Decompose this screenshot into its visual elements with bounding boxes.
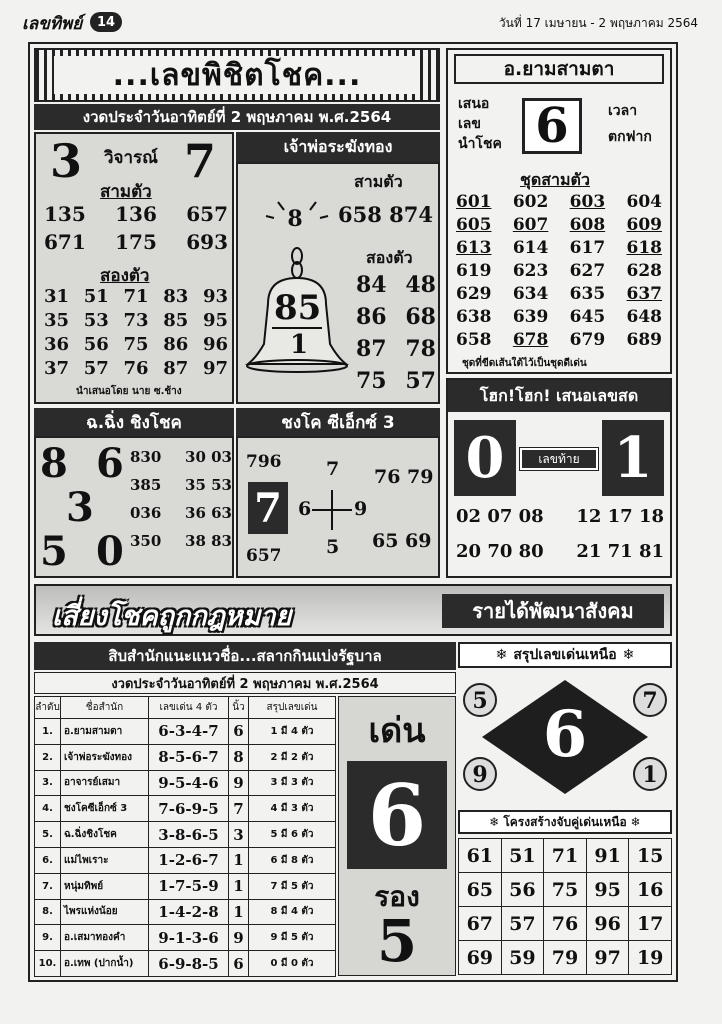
bell-two-number: 48 xyxy=(405,272,436,298)
cell-no: 7. xyxy=(35,873,61,899)
wirat-three-number: 135 xyxy=(44,202,86,226)
yam-set-row xyxy=(456,261,662,281)
yam-set-number: 608 xyxy=(569,215,606,235)
wirat-two-number: 86 xyxy=(163,334,189,355)
yam-set-title: ชุดสามตัว xyxy=(520,170,590,189)
ching-three: 350 xyxy=(130,532,162,550)
north-grid-row xyxy=(459,839,672,873)
header-lead: นิ้ว xyxy=(229,697,249,719)
yam-set-number: 629 xyxy=(456,284,492,304)
north-corner-bottom-left: 9 xyxy=(472,762,488,788)
page-header xyxy=(20,8,710,38)
yam-set-number: 604 xyxy=(626,192,662,212)
north-grid-cell: 67 xyxy=(459,907,502,941)
north-title: สรุปเลขเด่นเหนือ xyxy=(513,647,617,663)
north-grid-cell: 57 xyxy=(501,907,544,941)
chongko-big-digit: 7 xyxy=(248,482,288,534)
wirat-two-number: 95 xyxy=(202,310,228,331)
header-name: ชื่อสำนัก xyxy=(61,697,149,719)
lead-second: 5 xyxy=(376,907,418,975)
table-row xyxy=(35,951,336,977)
north-corner-bottom-right: 1 xyxy=(642,762,658,788)
north-grid-cell: 95 xyxy=(586,873,629,907)
wirat-big-left: 3 xyxy=(50,134,83,188)
hok-numbers: 21 71 81 xyxy=(576,541,664,562)
yam-right-line: เวลา xyxy=(608,103,638,119)
north-center: 6 xyxy=(542,696,588,772)
chongko-cross-left: 6 xyxy=(298,498,312,520)
yam-set-number: 601 xyxy=(456,192,492,212)
chongko-top-left: 796 xyxy=(246,452,282,472)
hok-mid-label: เลขท้าย xyxy=(520,448,598,470)
ching-row xyxy=(130,504,232,522)
lead-label: เด่น xyxy=(368,711,426,751)
bell-two-number: 75 xyxy=(356,368,387,394)
cell-no: 6. xyxy=(35,847,61,873)
yam-set-row xyxy=(456,238,662,258)
wirat-three-number: 657 xyxy=(186,202,228,226)
cell-sum: 4 มี 3 ตัว xyxy=(249,796,336,822)
cell-digits: 1-2-6-7 xyxy=(149,847,229,873)
north-grid-cell: 51 xyxy=(501,839,544,873)
ching-big-digit: 3 xyxy=(66,484,94,531)
summary-table xyxy=(34,696,336,977)
cell-digits: 6-9-8-5 xyxy=(149,951,229,977)
bell-two-number: 86 xyxy=(356,304,387,330)
wirat-two-row xyxy=(44,334,228,355)
bell-two-list xyxy=(356,272,436,394)
snowflake-icon: ❄ xyxy=(622,647,635,663)
ching-big-digit: 0 xyxy=(96,528,124,575)
wirat-three-title: สามตัว xyxy=(100,182,152,202)
cell-name: อ.เทพ (ปากน้ำ) xyxy=(61,951,149,977)
bell-number-top: 85 xyxy=(274,288,322,328)
yam-set-number: 603 xyxy=(569,192,606,212)
table-row xyxy=(35,873,336,899)
brand-logo: เลขทิพย์ xyxy=(22,14,83,34)
north-grid-cell: 16 xyxy=(629,873,672,907)
yam-right-line: ตกฟาก xyxy=(608,129,652,145)
yam-set-number: 623 xyxy=(512,261,549,281)
ching-panel xyxy=(34,436,234,578)
main-banner xyxy=(34,48,440,102)
wirat-two-number: 96 xyxy=(202,334,228,355)
yam-set-number: 614 xyxy=(512,238,549,258)
yam-note: ชุดที่ขีดเส้นใต้ไว้เป็นชุดดีเด่น xyxy=(462,358,587,369)
cell-sum: 3 มี 3 ตัว xyxy=(249,770,336,796)
yam-set-number: 634 xyxy=(512,284,549,304)
north-grid-cell: 79 xyxy=(544,941,587,975)
north-corner-top-right: 7 xyxy=(642,688,658,714)
north-panel xyxy=(458,642,672,976)
yam-left-lines xyxy=(458,94,502,154)
north-grid-cell: 15 xyxy=(629,839,672,873)
north-grid-cell: 96 xyxy=(586,907,629,941)
ching-three: 385 xyxy=(130,476,162,494)
header-sum: สรุปเลขเด่น xyxy=(249,697,336,719)
cell-digits: 3-8-6-5 xyxy=(149,822,229,848)
wirat-three-number: 136 xyxy=(115,202,157,226)
north-corner-top-left: 5 xyxy=(472,688,488,714)
yam-panel xyxy=(446,48,672,374)
north-grid-cell: 19 xyxy=(629,941,672,975)
cell-no: 10. xyxy=(35,951,61,977)
wirat-two-number: 53 xyxy=(83,310,109,331)
yam-left-line: นำโชค xyxy=(458,136,502,152)
wirat-two-number: 85 xyxy=(163,310,189,331)
bell-two-number: 87 xyxy=(356,336,387,362)
wirat-two-number: 93 xyxy=(202,286,228,307)
yam-set-number: 618 xyxy=(626,238,662,258)
north-grid-cell: 56 xyxy=(501,873,544,907)
yam-title: อ.ยามสามตา xyxy=(454,54,664,84)
yam-set-number: 679 xyxy=(569,330,606,350)
cell-digits: 1-4-2-8 xyxy=(149,899,229,925)
wirat-three-row xyxy=(44,202,228,226)
cell-name: อ.เสมาทองคำ xyxy=(61,925,149,951)
north-grid-cell: 59 xyxy=(501,941,544,975)
wirat-two-number: 37 xyxy=(44,358,70,379)
yam-set-number: 638 xyxy=(456,307,492,327)
bell-two-row xyxy=(356,336,436,362)
north-grid-row xyxy=(459,941,672,975)
wirat-two-number: 97 xyxy=(202,358,228,379)
cell-digits: 6-3-4-7 xyxy=(149,719,229,745)
yam-set-row xyxy=(456,215,662,235)
north-grid xyxy=(458,838,672,975)
cell-no: 1. xyxy=(35,719,61,745)
wirat-two-number: 57 xyxy=(83,358,109,379)
ching-two: 30 03 xyxy=(185,448,232,466)
north-grid-cell: 91 xyxy=(586,839,629,873)
hok-left-big: 0 xyxy=(454,420,516,496)
ching-big-digit: 8 xyxy=(40,440,68,487)
table-row xyxy=(35,770,336,796)
yam-left-line: เลข xyxy=(458,116,481,132)
table-header-row xyxy=(35,697,336,719)
bell-panel xyxy=(236,162,440,404)
cell-no: 5. xyxy=(35,822,61,848)
north-grid-title: โครงสร้างจับคู่เด่นเหนือ xyxy=(503,814,627,829)
wirat-two-list xyxy=(44,286,228,379)
wirat-two-number: 83 xyxy=(163,286,189,307)
cell-lead: 1 xyxy=(229,873,249,899)
wirat-two-number: 56 xyxy=(83,334,109,355)
wirat-two-number: 51 xyxy=(83,286,109,307)
yam-set-number: 619 xyxy=(456,261,492,281)
ching-row xyxy=(130,448,232,466)
cell-sum: 1 มี 4 ตัว xyxy=(249,719,336,745)
wirat-two-row xyxy=(44,310,228,331)
summary-title: สิบสำนักแนะแนวชื่อ...สลากกินแบ่งรัฐบาล xyxy=(34,642,456,670)
header-digits: เลขเด่น 4 ตัว xyxy=(149,697,229,719)
north-grid-cell: 75 xyxy=(544,873,587,907)
wirat-two-number: 73 xyxy=(123,310,149,331)
chongko-bottom-left: 657 xyxy=(246,546,282,566)
north-grid-row xyxy=(459,907,672,941)
yam-set-number: 648 xyxy=(626,307,662,327)
ching-big-digit: 6 xyxy=(96,440,124,487)
cell-name: เจ้าพ่อระฆังทอง xyxy=(61,744,149,770)
summary-subtitle: งวดประจำวันอาทิตย์ที่ 2 พฤษภาคม พ.ศ.2564 xyxy=(34,672,456,694)
yam-big-digit: 6 xyxy=(522,98,582,154)
yam-set-number: 605 xyxy=(456,215,492,235)
cell-name: แม่ไพเราะ xyxy=(61,847,149,873)
wirat-three-row xyxy=(44,230,228,254)
yam-set-number: 628 xyxy=(626,261,662,281)
cell-name: หนุ่มทิพย์ xyxy=(61,873,149,899)
bell-three-numbers: 658 874 xyxy=(338,202,433,227)
wirat-two-row xyxy=(44,358,228,379)
north-grid-row xyxy=(459,873,672,907)
hok-list xyxy=(456,506,664,562)
north-grid-cell: 65 xyxy=(459,873,502,907)
ching-row xyxy=(130,476,232,494)
ching-list xyxy=(130,448,232,550)
bell-number-bottom: 1 xyxy=(290,330,309,360)
ching-three: 830 xyxy=(130,448,162,466)
yam-set-number: 627 xyxy=(569,261,606,281)
banner-subtitle: งวดประจำวันอาทิตย์ที่ 2 พฤษภาคม พ.ศ.2564 xyxy=(34,104,440,130)
yam-set-grid xyxy=(456,192,662,353)
wirat-three-number: 671 xyxy=(44,230,86,254)
bell-two-number: 68 xyxy=(405,304,436,330)
hok-right-big: 1 xyxy=(602,420,664,496)
wirat-two-number: 31 xyxy=(44,286,70,307)
yam-set-number: 613 xyxy=(456,238,492,258)
cell-lead: 1 xyxy=(229,899,249,925)
bell-two-row xyxy=(356,304,436,330)
yam-set-number: 609 xyxy=(626,215,662,235)
wirat-two-title: สองตัว xyxy=(100,266,150,286)
chongko-right-top: 76 79 xyxy=(374,466,434,488)
banner-title: ...เลขพิชิตโชค... xyxy=(112,57,362,93)
cell-sum: 8 มี 4 ตัว xyxy=(249,899,336,925)
bell-two-number: 57 xyxy=(405,368,436,394)
yam-set-number: 637 xyxy=(626,284,662,304)
slogan-banner xyxy=(34,584,672,636)
slogan-right: รายได้พัฒนาสังคม xyxy=(442,594,664,628)
cell-lead: 8 xyxy=(229,744,249,770)
wirat-three-number: 693 xyxy=(186,230,228,254)
wirat-two-number: 36 xyxy=(44,334,70,355)
yam-set-number: 639 xyxy=(512,307,549,327)
page-number: 14 xyxy=(90,12,122,32)
chongko-panel xyxy=(236,436,440,578)
lead-panel xyxy=(338,696,456,976)
yam-set-number: 602 xyxy=(512,192,549,212)
yam-set-row xyxy=(456,307,662,327)
cell-digits: 8-5-6-7 xyxy=(149,744,229,770)
table-row xyxy=(35,847,336,873)
table-row xyxy=(35,796,336,822)
wirat-credit: นำเสนอโดย นาย ซ.ช้าง xyxy=(76,386,182,397)
bell-two-row xyxy=(356,368,436,394)
table-row xyxy=(35,719,336,745)
wirat-two-number: 76 xyxy=(123,358,149,379)
hok-title: โฮก!โฮก! เสนอเลขสด xyxy=(448,380,670,412)
chongko-right-bottom: 65 69 xyxy=(372,530,432,552)
north-grid-cell: 97 xyxy=(586,941,629,975)
cell-sum: 5 มี 6 ตัว xyxy=(249,822,336,848)
wirat-two-number: 75 xyxy=(123,334,149,355)
chongko-cross-top: 7 xyxy=(326,458,340,480)
slogan-left: เสี่ยงโชคถูกกฎหมาย xyxy=(52,601,292,632)
hok-numbers: 20 70 80 xyxy=(456,541,544,562)
cell-no: 2. xyxy=(35,744,61,770)
yam-right-lines xyxy=(608,98,652,150)
header-no: ลำดับ xyxy=(35,697,61,719)
chongko-cross-icon xyxy=(312,490,352,530)
cell-no: 9. xyxy=(35,925,61,951)
yam-set-row xyxy=(456,284,662,304)
wirat-two-row xyxy=(44,286,228,307)
snowflake-icon: ❄ xyxy=(495,647,508,663)
ching-three: 036 xyxy=(130,504,162,522)
yam-set-number: 635 xyxy=(569,284,606,304)
cell-digits: 7-6-9-5 xyxy=(149,796,229,822)
cell-no: 3. xyxy=(35,770,61,796)
snowflake-icon: ❄ xyxy=(489,815,500,829)
bell-two-label: สองตัว xyxy=(366,248,413,267)
hok-numbers: 12 17 18 xyxy=(576,506,664,527)
cell-lead: 1 xyxy=(229,847,249,873)
wirat-two-number: 35 xyxy=(44,310,70,331)
cell-name: อ.ยามสามตา xyxy=(61,719,149,745)
cell-digits: 9-1-3-6 xyxy=(149,925,229,951)
table-row xyxy=(35,899,336,925)
cell-lead: 7 xyxy=(229,796,249,822)
ching-title: ฉ.ฉิ่ง ชิงโชค xyxy=(34,408,234,436)
cell-no: 8. xyxy=(35,899,61,925)
north-grid-title-box xyxy=(458,810,672,834)
ching-two: 38 83 xyxy=(185,532,232,550)
yam-left-line: เสนอ xyxy=(458,96,490,112)
yam-set-number: 607 xyxy=(512,215,549,235)
ching-row xyxy=(130,532,232,550)
cell-lead: 3 xyxy=(229,822,249,848)
bell-two-row xyxy=(356,272,436,298)
yam-set-number: 617 xyxy=(569,238,606,258)
header-date: วันที่ 17 เมษายน - 2 พฤษภาคม 2564 xyxy=(498,16,698,30)
wirat-label: วิจารณ์ xyxy=(104,148,158,168)
wirat-two-number: 71 xyxy=(123,286,149,307)
cell-no: 4. xyxy=(35,796,61,822)
cell-lead: 9 xyxy=(229,925,249,951)
snowflake-icon: ❄ xyxy=(630,815,641,829)
cell-lead: 6 xyxy=(229,951,249,977)
chongko-cross-bottom: 5 xyxy=(326,536,340,558)
bell-two-number: 84 xyxy=(356,272,387,298)
cell-lead: 6 xyxy=(229,719,249,745)
yam-set-number: 658 xyxy=(456,330,492,350)
wirat-two-number: 87 xyxy=(163,358,189,379)
bell-two-number: 78 xyxy=(405,336,436,362)
lead-second-label: รอง xyxy=(374,880,420,913)
north-grid-cell: 61 xyxy=(459,839,502,873)
cell-sum: 2 มี 2 ตัว xyxy=(249,744,336,770)
cell-digits: 1-7-5-9 xyxy=(149,873,229,899)
cell-name: ชงโคซีเอ็กซ์ 3 xyxy=(61,796,149,822)
table-row xyxy=(35,822,336,848)
ching-two: 35 53 xyxy=(185,476,232,494)
north-grid-cell: 76 xyxy=(544,907,587,941)
ching-big-digit: 5 xyxy=(40,528,68,575)
hok-row xyxy=(456,541,664,562)
cell-name: ฉ.ฉิ่งชิงโชค xyxy=(61,822,149,848)
wirat-three-number: 175 xyxy=(115,230,157,254)
wirat-panel xyxy=(34,132,234,404)
lead-big: 6 xyxy=(347,761,447,869)
yam-set-number: 689 xyxy=(626,330,662,350)
cell-lead: 9 xyxy=(229,770,249,796)
yam-set-number: 678 xyxy=(512,330,549,350)
cell-sum: 7 มี 5 ตัว xyxy=(249,873,336,899)
chongko-cross-right: 9 xyxy=(354,498,368,520)
cell-sum: 0 มี 0 ตัว xyxy=(249,951,336,977)
north-grid-cell: 17 xyxy=(629,907,672,941)
chongko-title: ชงโค ซีเอ็กซ์ 3 xyxy=(236,408,440,436)
hok-panel xyxy=(446,378,672,578)
cell-name: อาจารย์เสมา xyxy=(61,770,149,796)
cell-digits: 9-5-4-6 xyxy=(149,770,229,796)
yam-set-row xyxy=(456,330,662,350)
north-grid-cell: 71 xyxy=(544,839,587,873)
north-grid-cell: 69 xyxy=(459,941,502,975)
bell-top-digit: 8 xyxy=(287,206,303,232)
table-row xyxy=(35,744,336,770)
wirat-three-list xyxy=(44,202,228,254)
wirat-big-right: 7 xyxy=(184,134,217,188)
bell-three-label: สามตัว xyxy=(354,172,403,191)
hok-row xyxy=(456,506,664,527)
cell-sum: 6 มี 8 ตัว xyxy=(249,847,336,873)
north-title-box xyxy=(458,642,672,668)
ching-two: 36 63 xyxy=(185,504,232,522)
table-row xyxy=(35,925,336,951)
cell-sum: 9 มี 5 ตัว xyxy=(249,925,336,951)
yam-set-row xyxy=(456,192,662,212)
yam-set-number: 645 xyxy=(569,307,606,327)
bell-title: เจ้าพ่อระฆังทอง xyxy=(236,132,440,162)
cell-name: ไพรแห่งน้อย xyxy=(61,899,149,925)
hok-numbers: 02 07 08 xyxy=(456,506,544,527)
